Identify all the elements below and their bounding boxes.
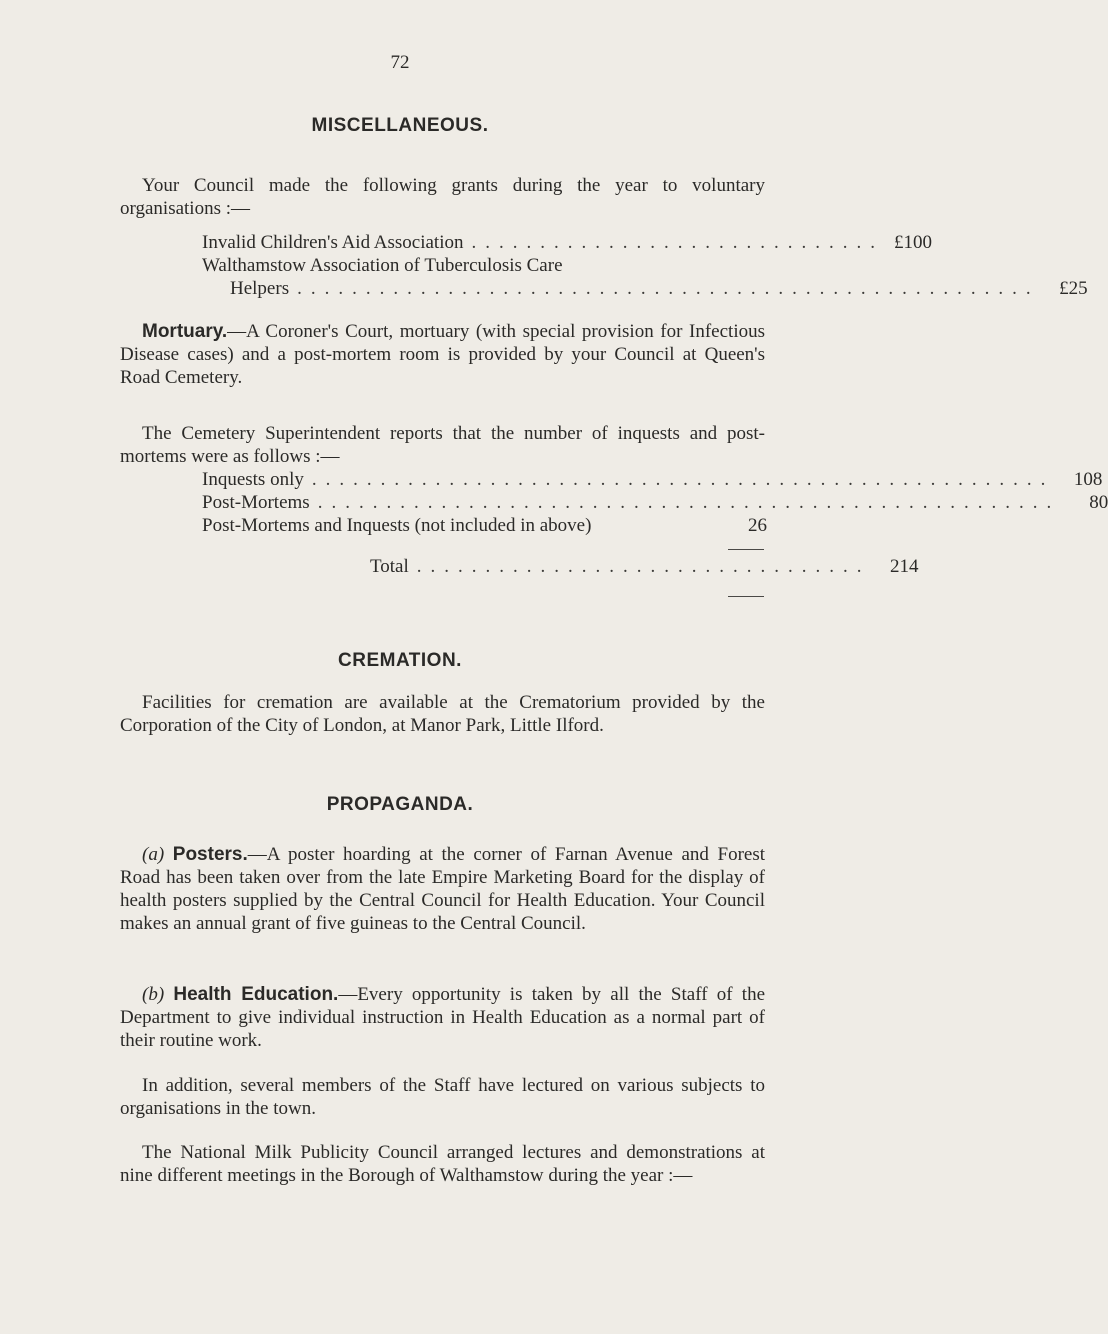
total-row [370,556,919,580]
cremation-text: Facilities for cremation are available at the Crematorium provided by the Corporation of the City of London, at Manor Park, Little Ilford. [120,692,765,736]
leader-dots: ...................................................... [317,492,1061,513]
grant-row [202,255,767,279]
milk-paragraph [120,1141,765,1187]
miscellaneous-heading: MISCELLANEOUS. [311,115,489,136]
addition-text: In addition, several members of the Staff have lectured on various subjects to organisations in the town. [120,1075,765,1119]
total-label: Total [370,556,409,577]
posters-paragraph [120,843,765,935]
leader-dots: .............................. [471,232,884,253]
page-number: 72 [390,52,410,73]
inquest-row [202,492,1108,516]
propaganda-heading: PROPAGANDA. [326,794,474,815]
health-text: —Every opportunity is taken by all the Staff of the Department to give individual instruction in Health Education as a normal part of their routine work. [120,984,766,1051]
mortuary-text: —A Coroner's Court, mortuary (with special provision for Infectious Disease cases) and a post-mortem room is provided by your Council at Queen's Road Cemetery. [120,321,765,388]
cremation-paragraph [120,691,765,737]
grant-row [202,232,932,256]
inquest-row [202,515,767,539]
inquest-row [202,469,1103,493]
inquest-value: 26 [748,515,767,536]
posters-text: —A poster hoarding at the corner of Farnan Avenue and Forest Road has been taken over from the late Empire Marketing Board for the display of health posters supplied by the Central Council for Health Education. Your Council makes an annual grant of five guineas to the Central Council. [120,844,765,934]
mortuary-paragraph [120,320,765,389]
grants-intro-text: Your Council made the following grants during the year to voluntary organisations :— [120,175,765,219]
total-rule-bottom [728,596,764,597]
posters-marker: (a) [142,844,165,865]
health-education-paragraph [120,983,765,1052]
posters-runin: Posters. [172,844,248,865]
grant-row-continued [230,278,1088,302]
inquest-label: Post-Mortems [202,492,310,513]
leader-dots: ...................................................... [297,278,1040,299]
health-marker: (b) [142,984,165,1005]
inquest-value: 108 [1073,469,1103,490]
inquests-intro [120,422,765,468]
grant-label: Walthamstow Association of Tuberculosis Care [202,255,563,276]
grant-amount: £25 [1059,278,1088,299]
milk-text: The National Milk Publicity Council arranged lectures and demonstrations at nine different meetings in the Borough of Walthamstow during the year :— [120,1142,765,1186]
grant-amount: £100 [894,232,932,253]
inquest-value: 80 [1089,492,1108,513]
mortuary-runin: Mortuary. [142,321,228,342]
grant-label-cont: Helpers [230,278,290,299]
inquests-intro-text: The Cemetery Superintendent reports that the number of inquests and post-mortems were as follows :— [120,423,765,467]
cremation-heading: CREMATION. [338,650,462,671]
health-runin: Health Education. [173,984,339,1005]
total-value: 214 [890,556,919,577]
inquest-label: Post-Mortems and Inquests (not included in above) [202,515,592,536]
leader-dots: ...................................................... [311,469,1055,490]
total-rule-top [728,549,764,550]
grants-intro [120,174,765,220]
grant-label: Invalid Children's Aid Association [202,232,464,253]
leader-dots: ................................. [416,556,871,577]
addition-paragraph [120,1074,765,1120]
inquest-label: Inquests only [202,469,304,490]
